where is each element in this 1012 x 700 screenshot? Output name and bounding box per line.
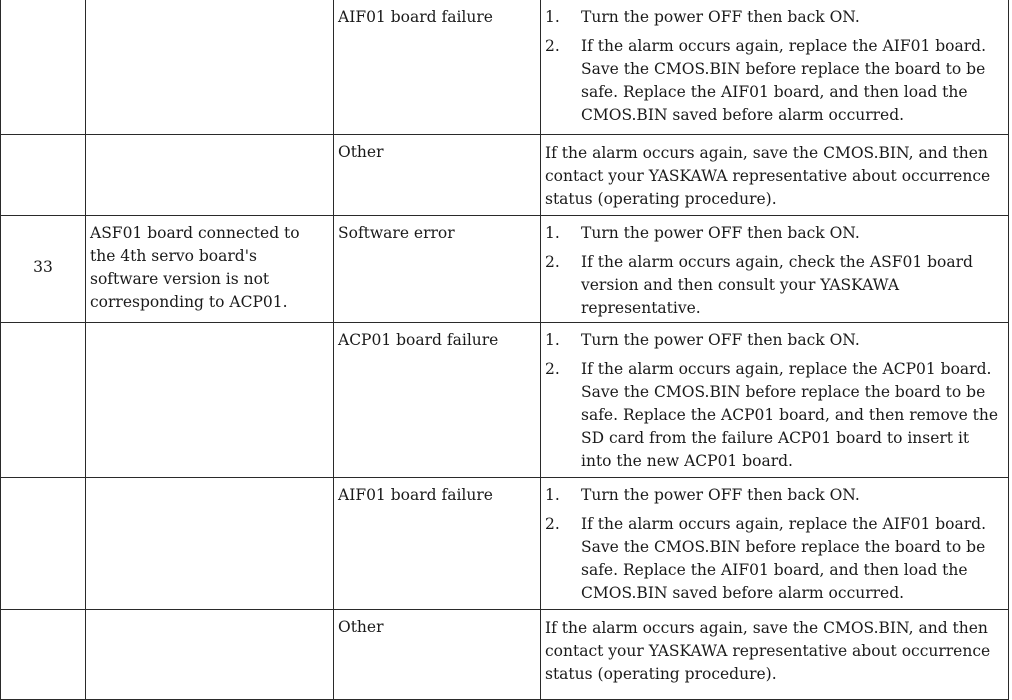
cause-cell bbox=[86, 610, 334, 700]
table-row bbox=[1, 0, 1009, 135]
remedy-cell bbox=[541, 216, 1009, 323]
alarm-number-cell: 33 bbox=[1, 216, 86, 323]
remedy-step: 1. Turn the power OFF then back ON. bbox=[545, 8, 860, 26]
detail-cell: Other bbox=[334, 610, 541, 700]
table-row bbox=[1, 135, 1009, 216]
remedy-cell: If the alarm occurs again, save the CMOS.BIN, and then contact your YASKAWA representative about occurrence status (operating procedure). bbox=[541, 610, 1009, 700]
alarm-number-cell bbox=[1, 478, 86, 610]
table-row bbox=[1, 610, 1009, 700]
detail-cell: ACP01 board failure bbox=[334, 323, 541, 478]
remedy-steps bbox=[545, 329, 1004, 473]
alarm-number-cell bbox=[1, 0, 86, 135]
remedy-step: 2. If the alarm occurs again, check the ASF01 board version and then consult your YASKAWA representative. bbox=[545, 253, 973, 317]
detail-cell: Software error bbox=[334, 216, 541, 323]
remedy-step: 1. Turn the power OFF then back ON. bbox=[545, 486, 860, 504]
remedy-steps bbox=[545, 222, 1004, 320]
detail-cell: AIF01 board failure bbox=[334, 0, 541, 135]
remedy-step: 2. If the alarm occurs again, replace the ACP01 board. Save the CMOS.BIN before replace the board to be safe. Replace the ACP01 board, and then remove the SD card from the failure ACP01 board to insert it into the new ACP01 board. bbox=[545, 360, 999, 470]
remedy-step: 1. Turn the power OFF then back ON. bbox=[545, 224, 860, 242]
remedy-steps bbox=[545, 484, 1004, 605]
cause-cell: ASF01 board connected to the 4th servo board's software version is not corresponding to ACP01. bbox=[86, 216, 334, 323]
remedy-cell bbox=[541, 478, 1009, 610]
cause-cell bbox=[86, 135, 334, 216]
cause-cell bbox=[86, 0, 334, 135]
table-row bbox=[1, 216, 1009, 323]
alarm-number-cell bbox=[1, 323, 86, 478]
remedy-cell bbox=[541, 0, 1009, 135]
table-row bbox=[1, 478, 1009, 610]
detail-cell: AIF01 board failure bbox=[334, 478, 541, 610]
remedy-step: 2. If the alarm occurs again, replace the AIF01 board. Save the CMOS.BIN before replace the board to be safe. Replace the AIF01 board, and then load the CMOS.BIN saved before alarm occurred. bbox=[545, 37, 987, 124]
alarm-number-cell bbox=[1, 135, 86, 216]
table-row bbox=[1, 323, 1009, 478]
cause-cell bbox=[86, 323, 334, 478]
remedy-cell: If the alarm occurs again, save the CMOS.BIN, and then contact your YASKAWA representative about occurrence status (operating procedure). bbox=[541, 135, 1009, 216]
detail-cell: Other bbox=[334, 135, 541, 216]
alarm-number-cell bbox=[1, 610, 86, 700]
remedy-steps bbox=[545, 6, 1004, 127]
remedy-step: 2. If the alarm occurs again, replace the AIF01 board. Save the CMOS.BIN before replace the board to be safe. Replace the AIF01 board, and then load the CMOS.BIN saved before alarm occurred. bbox=[545, 515, 987, 602]
remedy-step: 1. Turn the power OFF then back ON. bbox=[545, 331, 860, 349]
cause-cell bbox=[86, 478, 334, 610]
remedy-cell bbox=[541, 323, 1009, 478]
